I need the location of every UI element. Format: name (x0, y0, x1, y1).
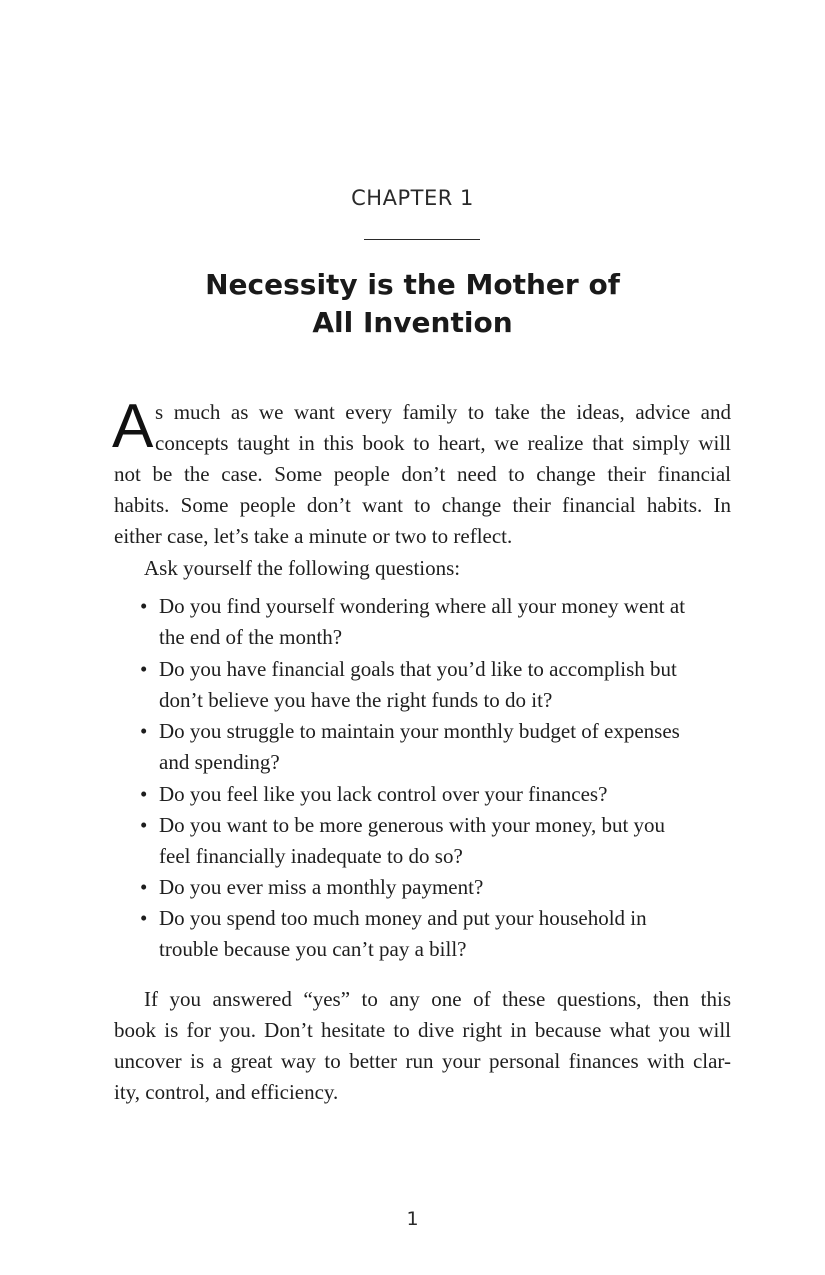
chapter-divider (364, 239, 480, 240)
chapter-title-line-1: Necessity is the Mother of (205, 268, 620, 301)
paragraph-line: s much as we want every family to take the ideas, advice and (155, 400, 731, 424)
page-number: 1 (406, 1208, 419, 1230)
paragraph-line: book is for you. Don’t hesitate to dive right in because what you will (114, 1018, 731, 1042)
list-item-line: feel financially inadequate to do so? (159, 844, 463, 868)
bullet-icon: • (140, 906, 148, 930)
list-item-line: the end of the month? (159, 625, 343, 649)
paragraph-line: Ask yourself the following questions: (144, 556, 461, 580)
paragraph-line: not be the case. Some people don’t need to change their financial (114, 462, 731, 486)
list-item-line: Do you have financial goals that you’d like to accomplish but (159, 657, 677, 681)
bullet-icon: • (140, 594, 148, 618)
list-item-line: don’t believe you have the right funds to do it? (159, 688, 553, 712)
drop-cap: A (112, 392, 154, 461)
paragraph-line: ity, control, and efficiency. (114, 1080, 339, 1104)
list-item-line: Do you ever miss a monthly payment? (159, 875, 484, 899)
paragraph-line: concepts taught in this book to heart, we realize that simply will (155, 431, 731, 455)
list-item-line: Do you want to be more generous with your money, but you (159, 813, 666, 837)
bullet-icon: • (140, 875, 148, 899)
list-item-line: Do you feel like you lack control over your finances? (159, 782, 608, 806)
list-item-line: Do you find yourself wondering where all your money went at (159, 594, 686, 618)
chapter-title (0, 266, 825, 342)
bullet-icon: • (140, 782, 148, 806)
chapter-label: CHAPTER 1 (351, 186, 474, 210)
paragraph-line: If you answered “yes” to any one of these questions, then this (144, 987, 731, 1011)
chapter-title-line-2: All Invention (312, 306, 513, 339)
paragraph-line: habits. Some people don’t want to change their financial habits. In (114, 493, 731, 517)
paragraph-line: uncover is a great way to better run your personal finances with clar- (114, 1049, 731, 1073)
bullet-icon: • (140, 813, 148, 837)
bullet-icon: • (140, 657, 148, 681)
paragraph-line: either case, let’s take a minute or two to reflect. (114, 524, 513, 548)
list-item-line: trouble because you can’t pay a bill? (159, 937, 467, 961)
list-item-line: Do you struggle to maintain your monthly budget of expenses (159, 719, 680, 743)
list-item-line: and spending? (159, 750, 280, 774)
list-item-line: Do you spend too much money and put your household in (159, 906, 647, 930)
bullet-icon: • (140, 719, 148, 743)
